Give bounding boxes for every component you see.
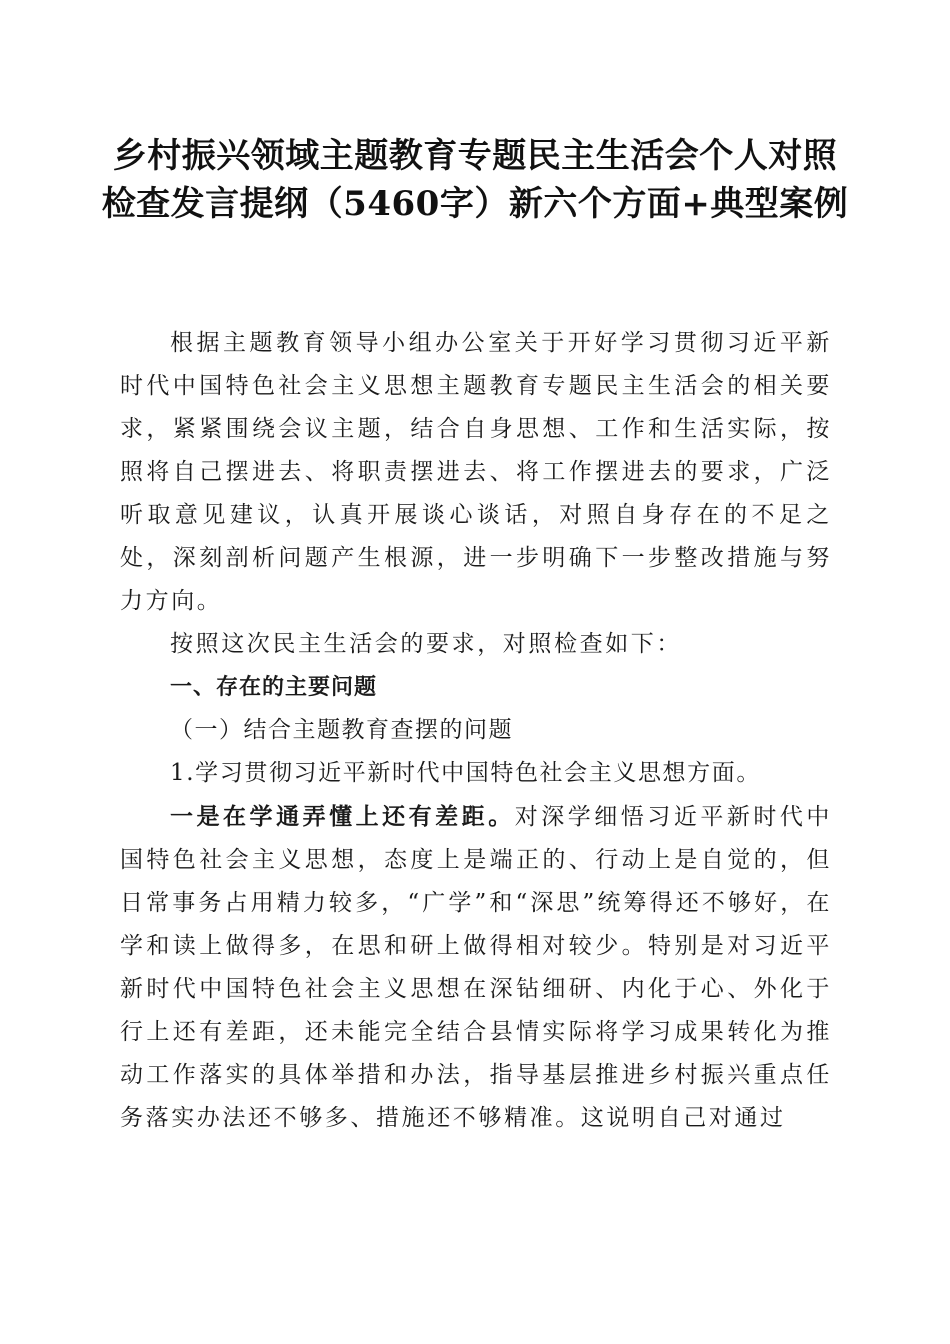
point-lead: 一是在学通弄懂上还有差距。 [170,803,515,830]
document-body [120,322,832,1140]
item-heading: 1.学习贯彻习近平新时代中国特色社会主义思想方面。 [170,760,761,786]
point-body: 对深学细悟习近平新时代中国特色社会主义思想，态度上是端正的、行动上是自觉的，但日常事务占用精力较多，“广学”和“深思”统筹得还不够好，在学和读上做得多，在思和研上做得相对较少。特别是对习近平新时代中国特色社会主义思想在深钻细研、内化于心、外化于行上还有差距，还未能完全结合县情实际将学习成果转化为推动工作落实的具体举措和办法，指导基层推进乡村振兴重点任务落实办法还不够多、措施还不够精准。这说明自己对通过 [120,804,832,1131]
section-heading: 一、存在的主要问题 [170,675,378,700]
point-paragraph [120,795,832,1140]
document-title: 乡村振兴领域主题教育专题民主生活会个人对照检查发言提纲（5460字）新六个方面+典型案例 [101,136,849,224]
transition-paragraph: 按照这次民主生活会的要求，对照检查如下： [170,631,682,657]
intro-paragraph: 根据主题教育领导小组办公室关于开好学习贯彻习近平新时代中国特色社会主义思想主题教育专题民主生活会的相关要求，紧紧围绕会议主题，结合自身思想、工作和生活实际，按照将自己摆进去、将职责摆进去、将工作摆进去的要求，广泛听取意见建议，认真开展谈心谈话，对照自身存在的不足之处，深刻剖析问题产生根源，进一步明确下一步整改措施与努力方向。 [120,330,832,614]
subsection-heading: （一）结合主题教育查摆的问题 [170,717,513,743]
